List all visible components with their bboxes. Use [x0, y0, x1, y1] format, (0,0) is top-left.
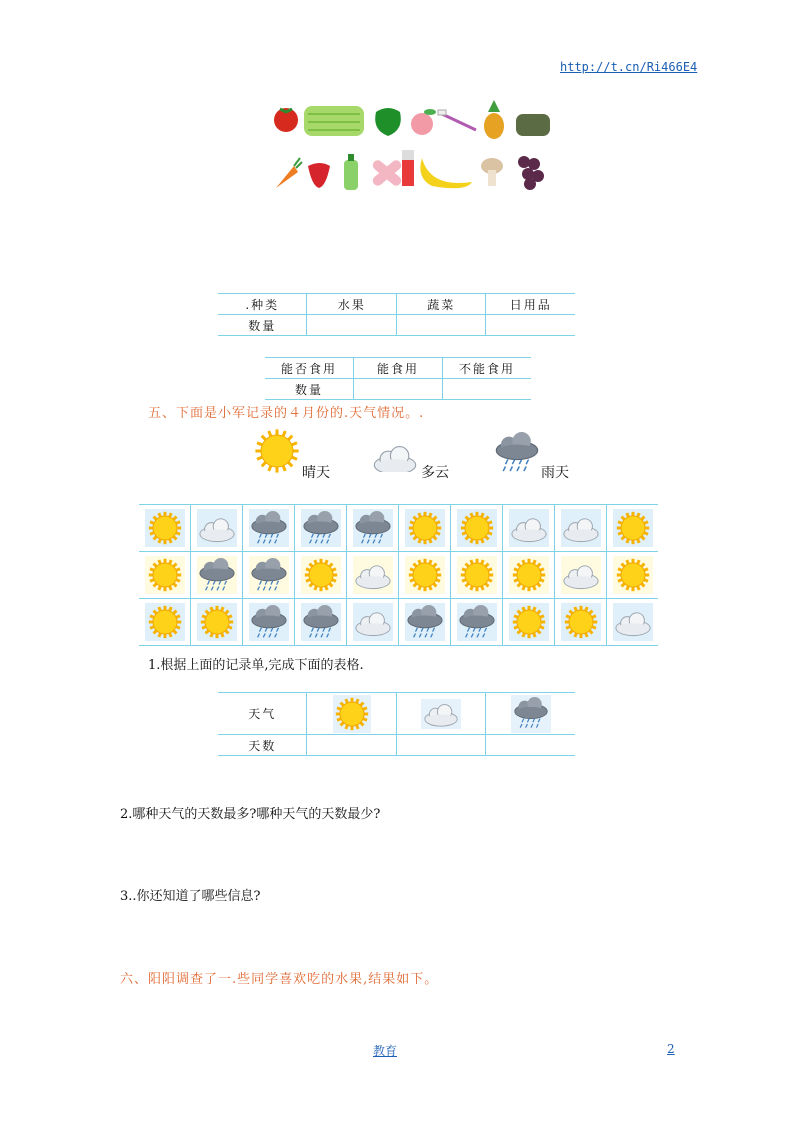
weather-cell-sun: [451, 552, 503, 599]
soap-icon: [516, 114, 550, 136]
edible-table: [265, 357, 531, 400]
items-row-1: [272, 100, 562, 142]
weather-cell-rain: [243, 552, 295, 599]
rain-cloud-icon: [457, 603, 497, 641]
weather-cell-sun: [555, 599, 607, 646]
cell-not-edible: 不能食用: [443, 358, 532, 379]
weather-cell-sun: [139, 552, 191, 599]
sun-icon: [457, 509, 497, 547]
weather-cell-cloud: [503, 505, 555, 552]
weather-cell-rain: [295, 505, 347, 552]
rain-cloud-icon: [249, 556, 289, 594]
weather-cell-rain: [295, 599, 347, 646]
peach-icon: [411, 109, 436, 135]
legend-sunny-label: 晴天: [302, 465, 330, 481]
cell-edible: 能食用: [354, 358, 443, 379]
category-table: [218, 293, 575, 336]
sun-icon: [509, 556, 549, 594]
cloud-icon: [613, 603, 653, 641]
rain-cloud-icon: [353, 509, 393, 547]
sun-icon: [145, 603, 185, 641]
weather-cell-cloud: [347, 599, 399, 646]
weather-cell-sun: [503, 552, 555, 599]
question-1: 1.根据上面的记录单,完成下面的表格.: [148, 658, 364, 673]
grapes-icon: [518, 156, 544, 190]
cell-quantity-label: 数量: [265, 379, 354, 400]
weather-cell-sun: [607, 552, 659, 599]
sun-icon: [252, 426, 302, 476]
cloud-icon: [353, 556, 393, 594]
question-3: 3..你还知道了哪些信息?: [120, 889, 261, 904]
tomato-icon: [274, 108, 298, 132]
weather-cell-sun: [503, 599, 555, 646]
weather-row: [139, 599, 658, 646]
cell-blank[interactable]: [443, 379, 532, 400]
cloud-icon: [370, 442, 420, 472]
weather-cell-rain: [451, 599, 503, 646]
cell-blank[interactable]: [354, 379, 443, 400]
green-pepper-icon: [375, 108, 401, 136]
weather-count-table: [218, 692, 575, 756]
weather-cell-sun: [295, 552, 347, 599]
page-number: 2: [667, 1042, 675, 1056]
weather-cell-rain: [347, 505, 399, 552]
sun-icon: [301, 556, 341, 594]
weather-cell-sun: [139, 599, 191, 646]
toothpaste-icon: [402, 150, 414, 186]
header-url-link[interactable]: http://t.cn/Ri466E4: [560, 60, 698, 74]
cell-edible-label: 能否食用: [265, 358, 354, 379]
cell-cloud: [396, 693, 486, 735]
cloud-icon: [509, 509, 549, 547]
cloud-icon: [421, 699, 461, 729]
items-row-2: [272, 148, 562, 194]
cloud-icon: [561, 556, 601, 594]
weather-cell-sun: [451, 505, 503, 552]
cloud-icon: [561, 509, 601, 547]
rain-cloud-icon: [249, 509, 289, 547]
cell-blank[interactable]: [486, 315, 575, 336]
cell-blank[interactable]: [307, 735, 397, 756]
cell-vegetable: 蔬菜: [396, 294, 486, 315]
rain-cloud-icon: [405, 603, 445, 641]
pineapple-icon: [484, 100, 504, 139]
sun-icon: [613, 509, 653, 547]
rain-cloud-icon: [249, 603, 289, 641]
legend-rainy: [492, 432, 542, 474]
bandage-icon: [371, 158, 403, 188]
rain-cloud-icon: [197, 556, 237, 594]
weather-cell-sun: [607, 505, 659, 552]
weather-cell-sun: [191, 599, 243, 646]
legend-sunny: [252, 426, 302, 476]
legend-cloudy: [370, 442, 420, 472]
sun-icon: [333, 695, 371, 733]
rain-cloud-icon: [511, 695, 551, 733]
rain-cloud-icon: [301, 509, 341, 547]
weather-cell-rain: [399, 599, 451, 646]
weather-row: [139, 552, 658, 599]
cloud-icon: [197, 509, 237, 547]
cell-blank[interactable]: [307, 315, 397, 336]
sun-icon: [457, 556, 497, 594]
weather-row: [139, 505, 658, 552]
sun-icon: [145, 509, 185, 547]
cell-blank[interactable]: [396, 315, 486, 336]
weather-cell-cloud: [347, 552, 399, 599]
weather-cell-rain: [191, 552, 243, 599]
weather-record-grid: [139, 504, 658, 646]
shampoo-icon: [344, 154, 358, 190]
weather-cell-cloud: [191, 505, 243, 552]
cell-blank[interactable]: [486, 735, 575, 756]
banana-icon: [420, 158, 472, 188]
cell-weather-label: 天气: [218, 693, 307, 735]
sun-icon: [405, 556, 445, 594]
sun-icon: [561, 603, 601, 641]
towel-icon: [304, 106, 364, 136]
cell-blank[interactable]: [396, 735, 486, 756]
sun-icon: [197, 603, 237, 641]
cell-rain: [486, 693, 575, 735]
section-5-title: 五、下面是小军记录的４月份的.天气情况。.: [148, 406, 425, 421]
cell-daily-goods: 日用品: [486, 294, 575, 315]
legend-cloudy-label: 多云: [421, 465, 449, 481]
cloud-icon: [353, 603, 393, 641]
cell-category-label: .种类: [218, 294, 307, 315]
toothbrush-icon: [438, 110, 476, 130]
rain-cloud-icon: [301, 603, 341, 641]
rain-cloud-icon: [492, 432, 542, 474]
sun-icon: [509, 603, 549, 641]
strawberry-icon: [308, 163, 330, 188]
weather-cell-rain: [243, 505, 295, 552]
weather-cell-cloud: [555, 505, 607, 552]
weather-cell-sun: [399, 552, 451, 599]
section-6-title: 六、阳阳调查了一.些同学喜欢吃的水果,结果如下。: [120, 972, 439, 987]
weather-cell-sun: [139, 505, 191, 552]
cell-days-label: 天数: [218, 735, 307, 756]
carrot-icon: [276, 158, 302, 188]
question-2: 2.哪种天气的天数最多?哪种天气的天数最少?: [120, 807, 381, 822]
weather-cell-cloud: [555, 552, 607, 599]
weather-cell-rain: [243, 599, 295, 646]
weather-cell-cloud: [607, 599, 659, 646]
cell-sun: [307, 693, 397, 735]
mushroom-icon: [481, 158, 503, 186]
sun-icon: [613, 556, 653, 594]
cell-fruit: 水果: [307, 294, 397, 315]
sun-icon: [145, 556, 185, 594]
sun-icon: [405, 509, 445, 547]
footer-link[interactable]: 教育: [373, 1044, 398, 1058]
weather-cell-sun: [399, 505, 451, 552]
cell-quantity-label: 数量: [218, 315, 307, 336]
legend-rainy-label: 雨天: [541, 465, 569, 481]
